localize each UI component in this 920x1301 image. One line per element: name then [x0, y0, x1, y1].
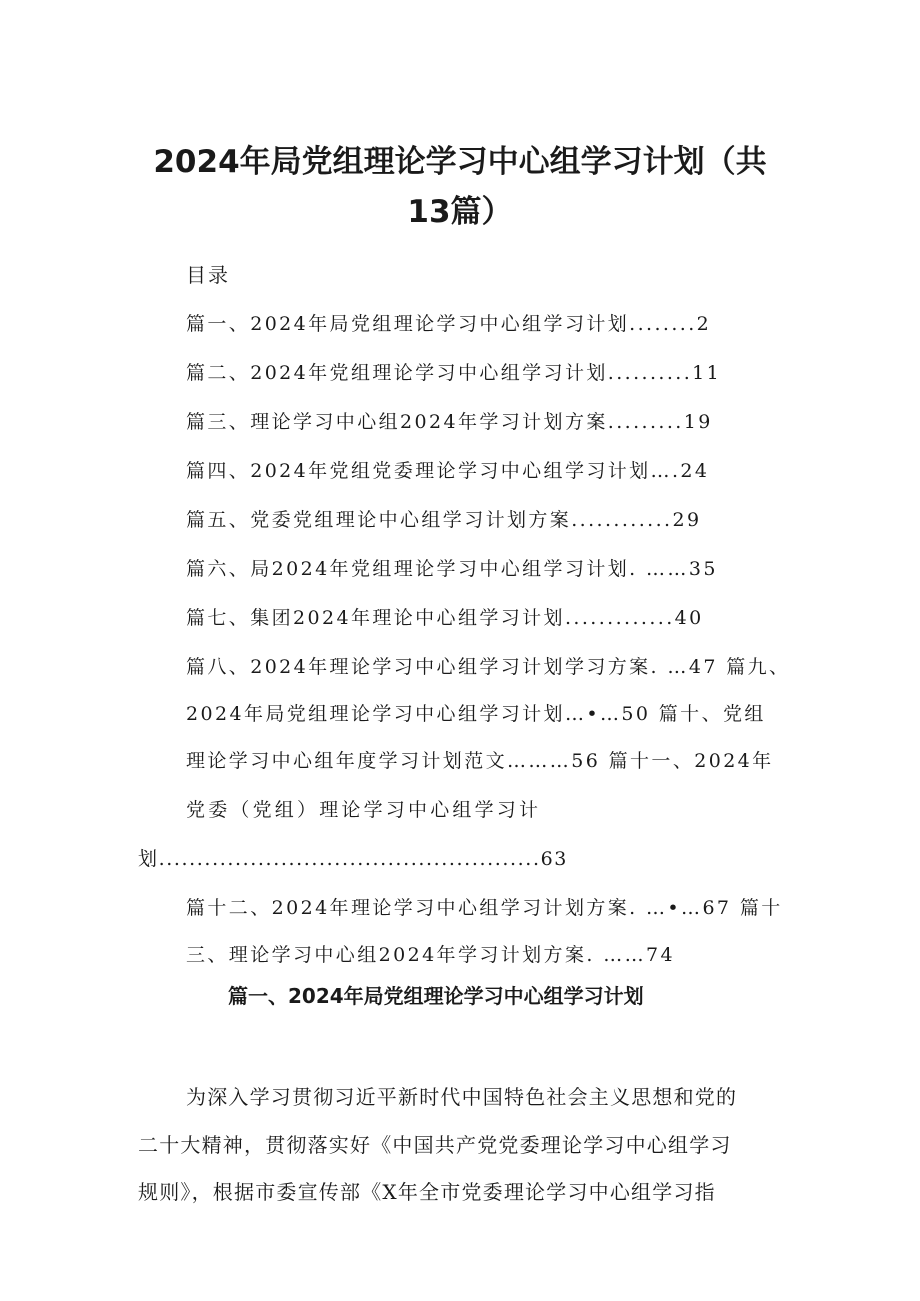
toc-entry-8: 篇八、2024年理论学习中心组学习计划学习方案. …47 篇九、	[186, 656, 791, 678]
paragraph-line-1: 为深入学习贯彻习近平新时代中国特色社会主义思想和党的	[186, 1085, 738, 1109]
document-title-line-1: 2024年局党组理论学习中心组学习计划（共	[153, 144, 767, 180]
toc-entry-5: 篇五、党委党组理论中心组学习计划方案............29	[186, 509, 702, 531]
toc-entry-6: 篇六、局2024年党组理论学习中心组学习计划. ……35	[186, 558, 718, 580]
toc-entry-10: 理论学习中心组年度学习计划范文………56 篇十一、2024年	[186, 750, 774, 772]
toc-entry-1: 篇一、2024年局党组理论学习中心组学习计划........2	[186, 313, 712, 335]
toc-entry-12: 篇十二、2024年理论学习中心组学习计划方案. …•…67 篇十	[186, 897, 783, 919]
toc-entry-11: 党委（党组）理论学习中心组学习计	[186, 799, 542, 821]
toc-entry-3: 篇三、理论学习中心组2024年学习计划方案.........19	[186, 411, 713, 433]
paragraph-line-2: 二十大精神，贯彻落实好《中国共产党党委理论学习中心组学习	[138, 1133, 732, 1157]
toc-entry-7: 篇七、集团2024年理论中心组学习计划.............40	[186, 607, 704, 629]
toc-entry-2: 篇二、2024年党组理论学习中心组学习计划..........11	[186, 362, 722, 384]
paragraph-line-3: 规则》，根据市委宣传部《X年全市党委理论学习中心组学习指	[138, 1180, 716, 1204]
section-title: 篇一、2024年局党组理论学习中心组学习计划	[228, 984, 644, 1008]
toc-entry-9: 2024年局党组理论学习中心组学习计划…•…50 篇十、党组	[186, 703, 766, 725]
toc-entry-11-continued: 划..................................................63	[138, 848, 568, 870]
toc-heading: 目录	[186, 263, 230, 287]
document-title-line-2: 13篇）	[407, 194, 513, 230]
toc-entry-13: 三、理论学习中心组2024年学习计划方案. ……74	[186, 944, 676, 966]
toc-entry-4: 篇四、2024年党组党委理论学习中心组学习计划….24	[186, 460, 710, 482]
